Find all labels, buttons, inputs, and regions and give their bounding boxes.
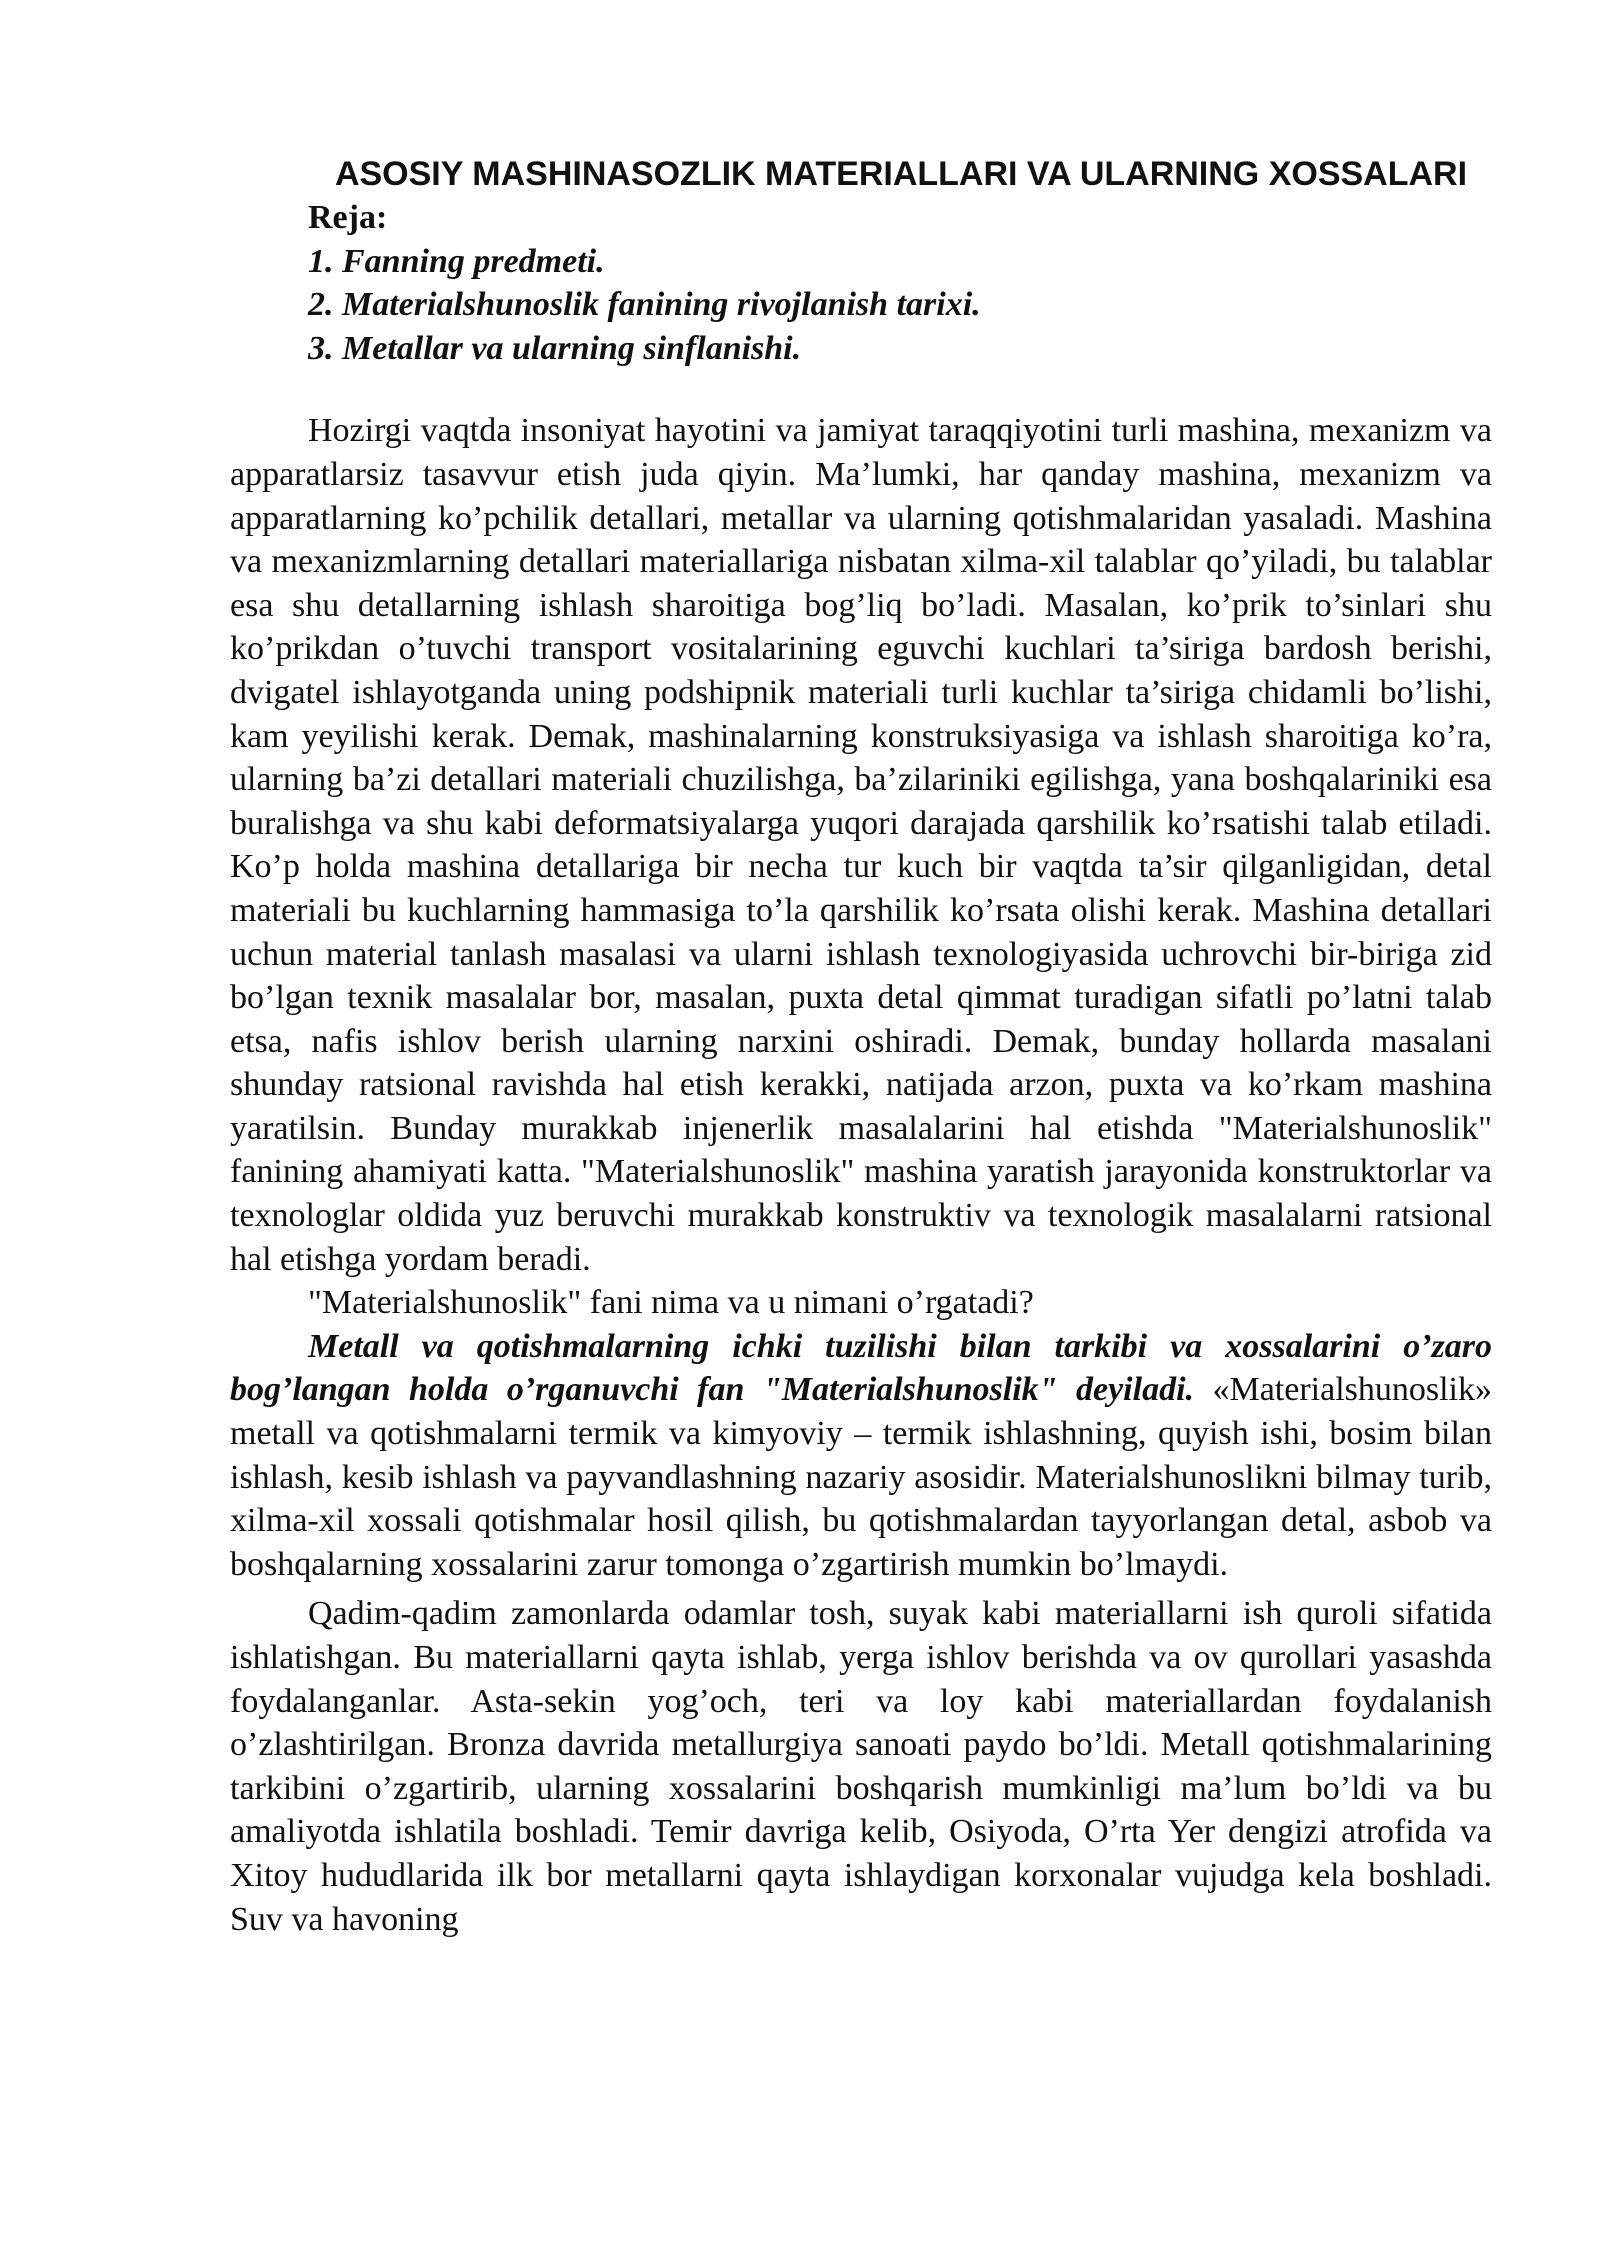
paragraph-question: "Materialshunoslik" fani nima va u nimani o’rgatadi? xyxy=(308,1284,1034,1322)
document-title: ASOSIY MASHINASOZLIK MATERIALLARI VA ULARNING XOSSALARI xyxy=(334,155,1468,193)
paragraph-history: Qadim-qadim zamonlarda odamlar tosh, suyak kabi materiallarni ish quroli sifatida ishlatishgan. Bu materiallarni qayta ishlab, yerga ishlov berishda va ov qurollari yasashda foydalanganlar. Asta-sekin yog’och, teri va loy kabi materiallardan foydalanish o’zlashtirilgan. Bronza davrida metallurgiya sanoati paydo bo’ldi. Metall qotishmalarining tarkibini o’zgartirib, ularning xossalarini boshqarish mumkinligi ma’lum bo’ldi va bu amaliyotda ishlatila boshladi. Temir davriga kelib, Osiyoda, O’rta Yer dengizi atrofida va Xitoy hududlarida ilk bor metallarni qayta ishlaydigan korxonalar vujudga kela boshladi. Suv va havoning xyxy=(230,1595,1492,1938)
spacer xyxy=(230,370,1492,409)
plan-item: 1. Fanning predmeti. xyxy=(308,242,605,280)
plan-section xyxy=(230,196,1492,370)
definition-text: Metall va qotishmalarning ichki tuzilishi bilan tarkibi va xossalarini o’zaro bog’langan holda o’rganuvchi fan "Materialshunoslik" deyiladi. xyxy=(230,1327,1492,1409)
document-page xyxy=(230,150,1492,1941)
paragraph-definition xyxy=(230,1325,1492,1587)
plan-item: 3. Metallar va ularning sinflanishi. xyxy=(308,329,802,367)
plan-item: 2. Materialshunoslik fanining rivojlanish tarixi. xyxy=(308,286,981,324)
definition-continuation: «Materialshunoslik» metall va qotishmalarni termik va kimyoviy – termik ishlashning, quyish ishi, bosim bilan ishlash, kesib ishlash va payvandlashning nazariy asosidir. Materialshunoslikni bilmay turib, xilma-xil xossali qotishmalar hosil qilish, bu qotishmalardan tayyorlangan detal, asbob va boshqalarning xossalarini zarur tomonga o’zgartirish mumkin bo’lmaydi. xyxy=(230,1371,1492,1583)
paragraph-intro: Hozirgi vaqtda insoniyat hayotini va jamiyat taraqqiyotini turli mashina, mexanizm va apparatlarsiz tasavvur etish juda qiyin. Ma’lumki, har qanday mashina, mexanizm va apparatlarning ko’pchilik detallari, metallar va ularning qotishmalaridan yasaladi. Mashina va mexanizmlarning detallari materiallariga nisbatan xilma-xil talablar qo’yiladi, bu talablar esa shu detallarning ishlash sharoitiga bog’liq bo’ladi. Masalan, ko’prik to’sinlari shu ko’prikdan o’tuvchi transport vositalarining eguvchi kuchlari ta’siriga bardosh berishi, dvigatel ishlayotganda uning podshipnik materiali turli kuchlar ta’siriga chidamli bo’lishi, kam yeyilishi kerak. Demak, mashinalarning konstruksiyasiga va ishlash sharoitiga ko’ra, ularning ba’zi detallari materiali chuzilishga, ba’zilariniki egilishga, yana boshqalariniki esa buralishga va shu kabi deformatsiyalarga yuqori darajada qarshilik ko’rsatishi talab etiladi. Ko’p holda mashina detallariga bir necha tur kuch bir vaqtda ta’sir qilganligidan, detal materiali bu kuchlarning hammasiga to’la qarshilik ko’rsata olishi kerak. Mashina detallari uchun material tanlash masalasi va ularni ishlash texnologiyasida uchrovchi bir-biriga zid bo’lgan texnik masalalar bor, masalan, puxta detal qimmat turadigan sifatli po’latni talab etsa, nafis ishlov berish ularning narxini oshiradi. Demak, bunday hollarda masalani shunday ratsional ravishda hal etish kerakki, natijada arzon, puxta va ko’rkam mashina yaratilsin. Bunday murakkab injenerlik masalalarini hal etishda "Materialshunoslik" fanining ahamiyati katta. "Materialshunoslik" mashina yaratish jarayonida konstruktorlar va texnologlar oldida yuz beruvchi murakkab konstruktiv va texnologik masalalarni ratsional hal etishga yordam beradi. xyxy=(230,412,1492,1278)
plan-heading: Reja: xyxy=(308,199,388,236)
